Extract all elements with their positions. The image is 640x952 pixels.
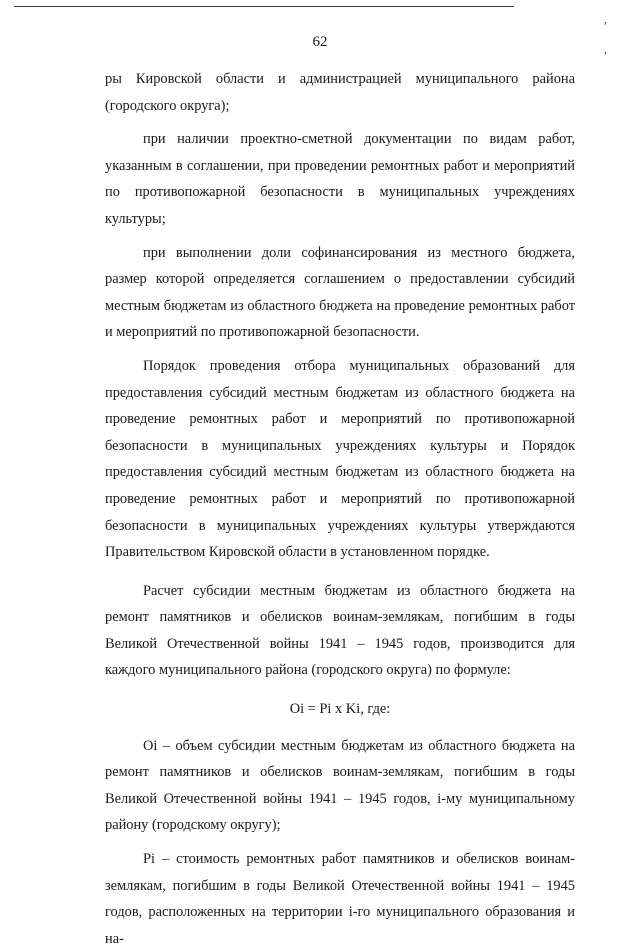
document-body [105, 66, 575, 952]
page-number: 62 [312, 34, 328, 50]
paragraph-definition-pi: Pi – стоимость ремонтных работ памятников и обелисков воинам-землякам, погибшим в годы Великой Отечественной войны 1941 – 1945 годов, расположенных на территории i-го муниципального образования и на- [105, 851, 575, 947]
paragraph-selection-procedure: Порядок проведения отбора муниципальных образований для предоставления субсидий местным бюджетам из областного бюджета на проведение ремонтных работ и мероприятий по противопожарной безопасности в муниципальных учреждениях культуры и Порядок предоставления субсидий местным бюджетам из областного бюджета на проведение ремонтных работ и мероприятий по противопожарной безопасности в муниципальных учреждениях культуры утверждаются Правительством Кировской области в установленном порядке. [105, 357, 575, 561]
paragraph-subsidy-calculation: Расчет субсидии местным бюджетам из областного бюджета на ремонт памятников и обелисков воинам-землякам, погибшим в годы Великой Отечественной войны 1941 – 1945 годов, производится для каждого муниципального района (городского округа) по формуле: [105, 582, 575, 679]
paragraph-definition-oi: Oi – объем субсидии местным бюджетам из областного бюджета на ремонт памятников и обелисков воинам-землякам, погибшим в годы Великой Отечественной войны 1941 – 1945 годов, i-му муниципальному району (городскому округу); [105, 737, 575, 834]
formula: Oi = Pi x Ki, где: [289, 701, 391, 718]
paragraph-condition-documentation: при наличии проектно-сметной документации по видам работ, указанным в соглашении, при проведении ремонтных работ и мероприятий по противопожарной безопасности в муниципальных учреждениях культуры; [105, 131, 575, 227]
paragraph-continuation: ры Кировской области и администрацией муниципального района (городского округа); [105, 71, 575, 114]
margin-mark-upper: , [604, 12, 607, 26]
paragraph-condition-cofinancing: при выполнении доли софинансирования из местного бюджета, размер которой определяется соглашением о предоставлении субсидий местным бюджетам из областного бюджета на проведение ремонтных работ и мероприятий по противопожарной безопасности. [105, 244, 575, 341]
scan-top-rule [14, 6, 514, 7]
margin-mark-lower: , [604, 42, 607, 56]
